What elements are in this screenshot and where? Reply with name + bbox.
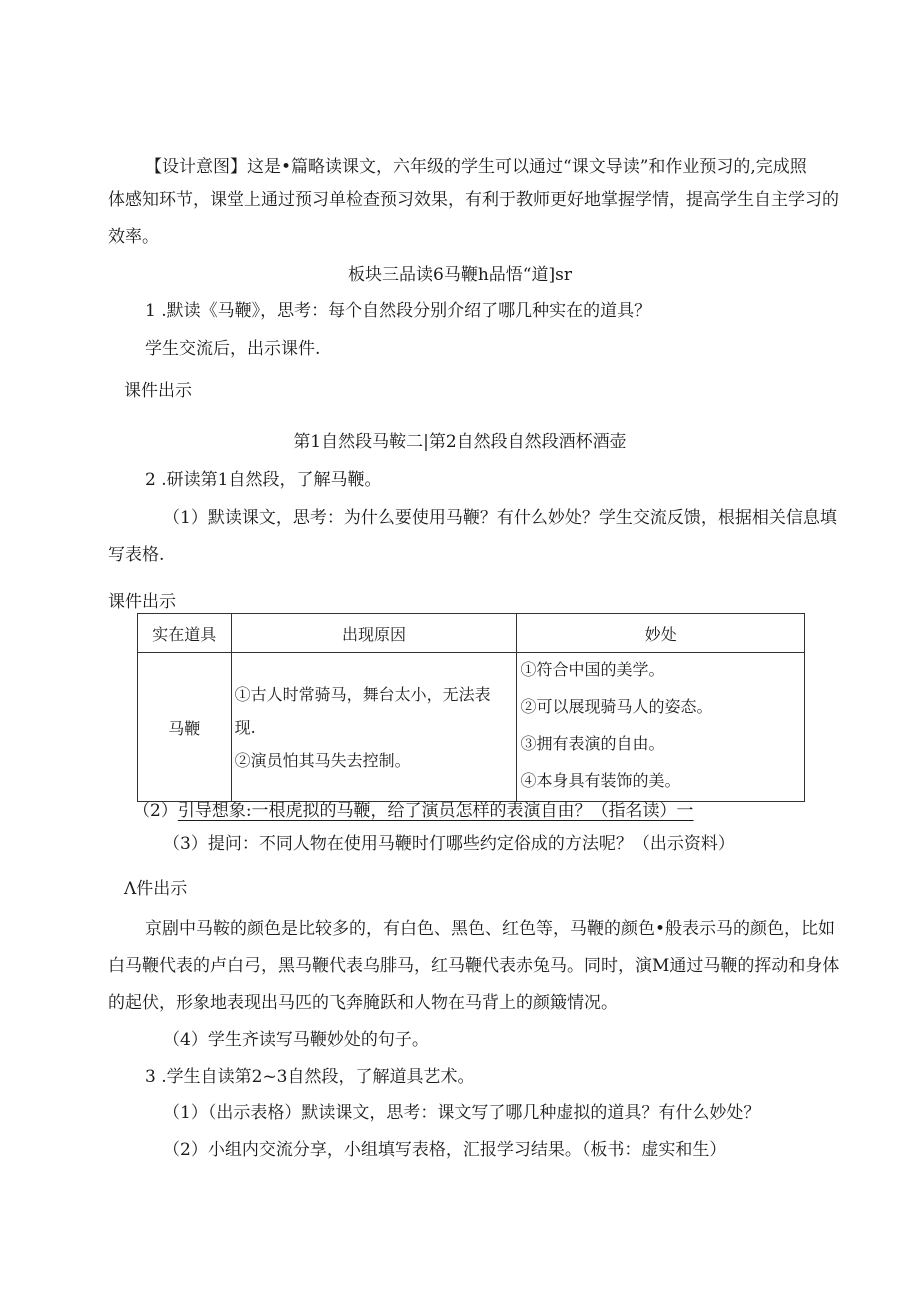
sub2-line: [133, 800, 694, 822]
benefit-line-4: ④本身具有装饰的美。: [520, 771, 681, 790]
benefit-line-2: ②可以展现骑马人的姿态。: [520, 697, 713, 716]
benefit-line-1: ①符合中国的美学。: [520, 660, 665, 679]
table-row: [138, 653, 805, 802]
step3-sub2: （2）小组内交流分享，小组填写表格，汇报学习结果。（板书：虚实和生）: [163, 1140, 727, 1160]
courseware-label-3: Λ件出示: [124, 879, 188, 899]
design-intent-line-3: 效率。: [108, 227, 159, 247]
step1-question: 1 .默读《马鞭》，思考：每个自然段分别介绍了哪几种实在的道具？: [145, 301, 652, 321]
header-prop: 实在道具: [138, 614, 232, 653]
header-reason: 出现原因: [231, 614, 517, 653]
sub2-prefix: （2）: [133, 801, 178, 821]
props-table-header-row: [138, 614, 805, 653]
step3-title: 3 .学生自读第2~3自然段，了解道具艺术。: [145, 1067, 475, 1087]
step3-sub1: （1）（出示表格）默读课文，思考：课文写了哪几种虚拟的道具？有什么妙处？: [163, 1103, 761, 1123]
prop-name: 马鞭: [138, 653, 232, 802]
courseware-label-1: 课件出示: [124, 381, 192, 401]
header-benefit: 妙处: [517, 614, 805, 653]
material-line-1: 京剧中马鞍的颜色是比较多的，有白色、黑色、红色等，马鞭的颜色•般表示马的颜色，比如: [145, 919, 836, 939]
section-title: 板块三品读6马鞭h品悟“道]sr: [348, 265, 572, 285]
reason-line-3: ②演员怕其马失去控制。: [234, 750, 411, 770]
design-intent-line-1: 【设计意图】这是•篇略读课文，六年级的学生可以通过“课文导读”和作业预习的,完成照: [145, 157, 807, 177]
step1-note: 学生交流后，出示课件.: [145, 339, 321, 359]
material-line-2: 白马鞭代表的卢白弓，黑马鞭代表乌腓马，红马鞭代表赤兔马。同时，演M通过马鞭的挥动和身体: [108, 956, 840, 976]
reason-cell: [231, 653, 517, 802]
sub3-line: （3）提问：不同人物在使用马鞭时仃哪些约定俗成的方法呢？（出示资料）: [163, 834, 735, 854]
step2-sub1-line-2: 写表格.: [108, 545, 165, 565]
sub2-text: 引导想象:一根虎拟的马鞭，给了演员怎样的表演自由？（指名读）一: [177, 801, 694, 821]
benefit-cell: [517, 653, 805, 802]
reason-line-2: 现.: [234, 717, 256, 737]
step2-title: 2 .研读第1自然段，了解马鞭。: [145, 470, 382, 490]
props-table: [137, 613, 805, 802]
step2-sub1-line-1: （1）默读课文，思考：为什么要使用马鞭？有什么妙处？学生交流反馈，根据相关信息填: [163, 508, 837, 528]
design-intent-line-2: 体感知环节，课堂上通过预习单检查预习效果，有利于教师更好地掌握学情，提高学生自主学习的: [108, 190, 839, 210]
material-line-3: 的起伏，形象地表现出马匹的飞奔腌跃和人物在马背上的颜簸情况。: [108, 993, 618, 1013]
reason-line-1: ①古人时常骑马，舞台太小，无法表: [234, 684, 491, 704]
sub4-line: （4）学生齐读写马鞭妙处的句子。: [163, 1030, 429, 1050]
benefit-line-3: ③拥有表演的自由。: [520, 734, 665, 753]
courseware-content-line: 第1自然段马鞍二|第2自然段自然段酒杯酒壶: [293, 432, 627, 452]
courseware-label-2: 课件出示: [108, 592, 176, 612]
